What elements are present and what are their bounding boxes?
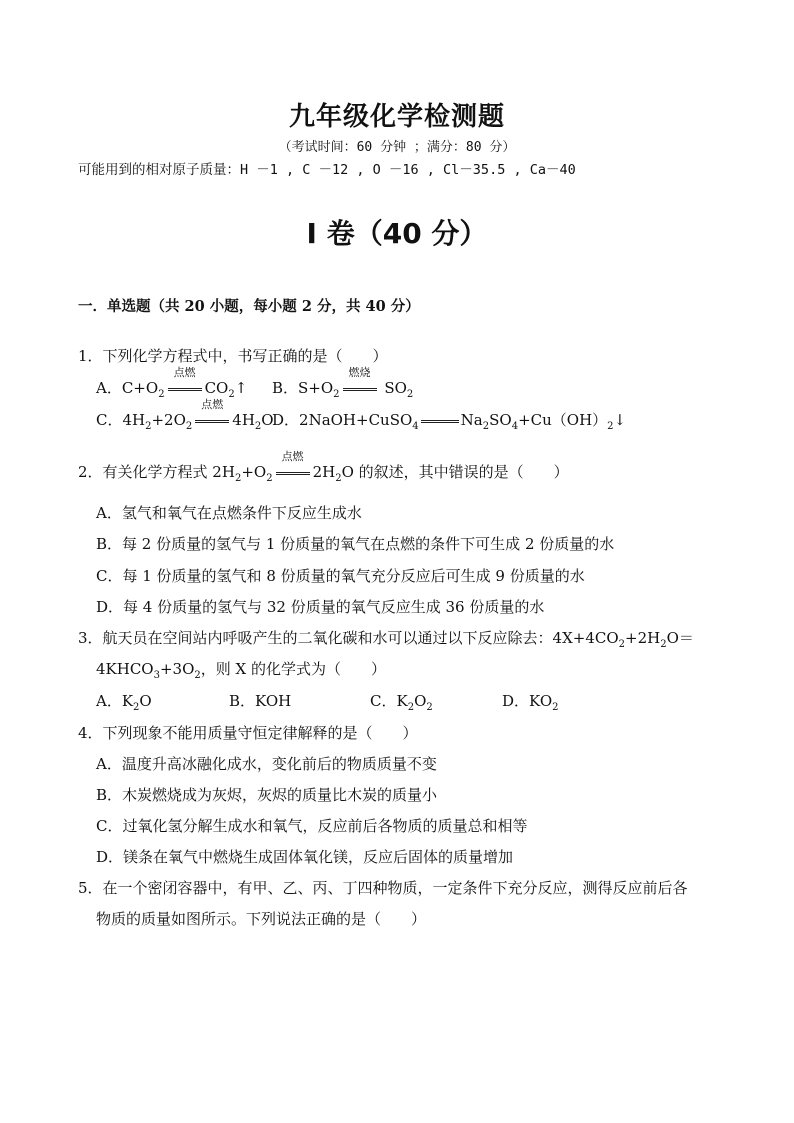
q1-option-d: D．2NaOH+CuSO$_4$ $Na_2SO_4+Cu(OH)_2↓$ [272,411,627,432]
atomic-masses: 可能用到的相对原子质量：H －1 , C －12 , O －16 , Cl－35.5 , Ca－40 [78,162,576,178]
q2-option-c: C．每 1 份质量的氢气和 8 份质量的氧气充分反应后可生成 9 份质量的水 [96,567,585,585]
q2-stem: 2．有关化学方程式 $2H_2+O_2$ 点燃 $2H_2O$ 的叙述，其中错误的是（ ） [78,450,569,484]
q5-stem-line1: 5．在一个密闭容器中，有甲、乙、丙、丁四种物质，一定条件下充分反应，测得反应前后各 [78,879,688,897]
section-heading: 一．单选题（共 20 小题，每小题 2 分，共 40 分） [78,298,420,315]
q4-stem: 4．下列现象不能用质量守恒定律解释的是（ ） [78,724,418,742]
q3-stem-line1: 3．航天员在空间站内呼吸产生的二氧化碳和水可以通过以下反应除去：$4X+4CO_2+2H_2O=$ [78,629,694,650]
q1-option-b: B．$S+O_2$ 燃烧 $SO_2$ [272,366,414,400]
q4-option-a: A．温度升高冰融化成水，变化前后的物质质量不变 [96,755,437,773]
q1-c-condition: 点燃 [201,398,224,411]
q3-option-a: A．$K_2O$ [96,692,152,713]
q2-option-a: A．氢气和氧气在点燃条件下反应生成水 [96,504,362,522]
q2-option-b: B．每 2 份质量的氢气与 1 份质量的氧气在点燃的条件下可生成 2 份质量的水 [96,535,615,553]
q3-option-c: C．$K_2O_2$ [370,692,433,713]
section-title: I 卷（40 分） [306,217,488,250]
exam-info: （考试时间：60 分钟 ；满分：80 分） [278,140,516,155]
q3-option-b: B．KOH [229,692,292,710]
page-title: 九年级化学检测题 [288,102,505,132]
q3-stem-line2: $4KHCO_3+3O_2$，则 X 的化学式为（ ） [96,660,386,681]
q1-option-c: C．$4H_2+2O_2$ 点燃 $4H_2O$ [96,398,274,432]
q2-condition: 点燃 [281,450,304,463]
q3-option-d: D．$KO_2$ [502,692,559,713]
q1-b-condition: 燃烧 [348,366,371,379]
q2-option-d: D．每 4 份质量的氢气与 32 份质量的氧气反应生成 36 份质量的水 [96,598,545,616]
q5-stem-line2: 物质的质量如图所示。下列说法正确的是（ ） [96,910,427,928]
q4-option-d: D．镁条在氧气中燃烧生成固体氧化镁，反应后固体的质量增加 [96,848,514,866]
q4-option-c: C．过氧化氢分解生成水和氧气，反应前后各物质的质量总和相等 [96,817,528,835]
q4-option-b: B．木炭燃烧成为灰烬，灰烬的质量比木炭的质量小 [96,786,438,804]
q1-option-a: A．$C+O_2$ 点燃 $CO_2↑$ [96,366,248,400]
q1-a-condition: 点燃 [173,366,196,379]
q1-stem: 1．下列化学方程式中，书写正确的是（ ） [78,347,388,365]
